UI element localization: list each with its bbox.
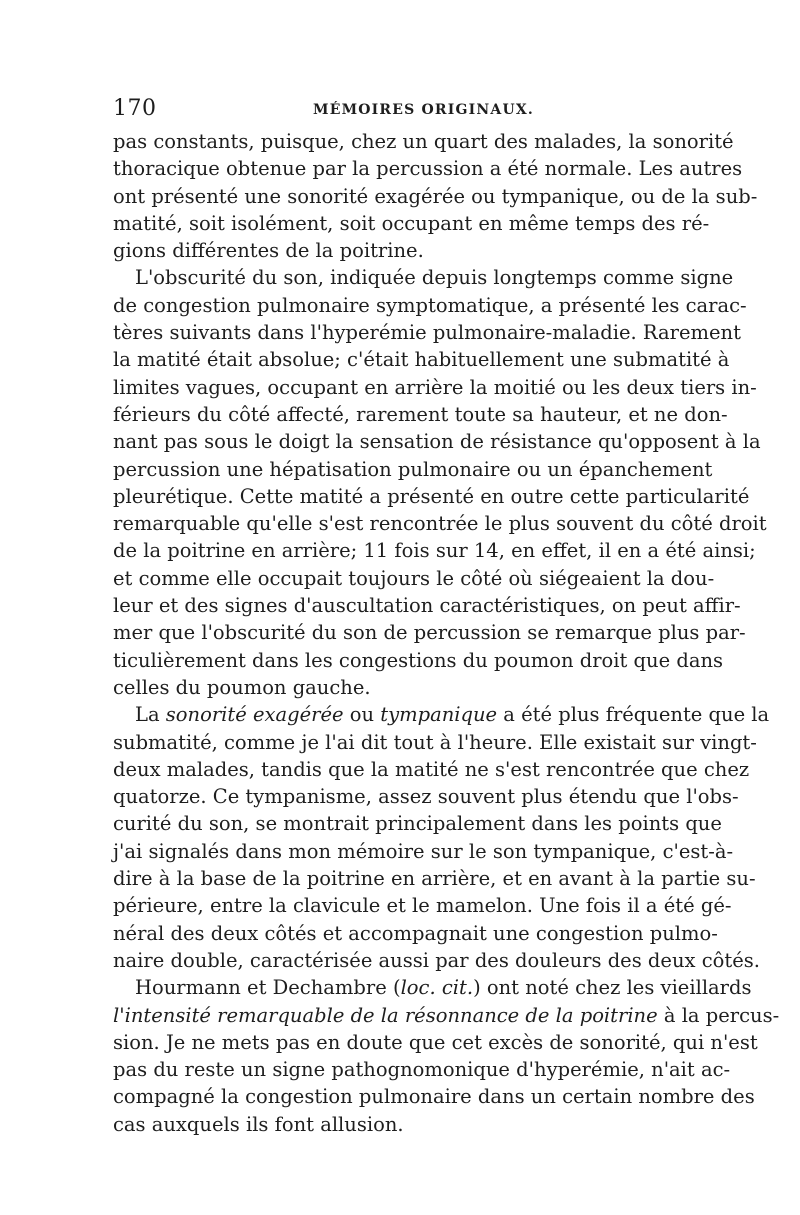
- text-line: limites vagues, occupant en arrière la moitié ou les deux tiers in-: [113, 375, 757, 399]
- text-line: L'obscurité du son, indiquée depuis longtemps comme signe: [135, 266, 734, 290]
- text-line: remarquable qu'elle s'est rencontrée le plus souvent du côté droit: [113, 512, 767, 536]
- page-number: 170: [113, 96, 157, 121]
- text-line: deux malades, tandis que la matité ne s'est rencontrée que chez: [113, 757, 750, 781]
- page-header: [113, 96, 696, 124]
- italic-term: sonorité exagérée: [165, 703, 344, 727]
- text-line: et comme elle occupait toujours le côté où siégeaient la dou-: [113, 566, 715, 590]
- text-line: pleurétique. Cette matité a présenté en outre cette particularité: [113, 484, 750, 508]
- text-line: mer que l'obscurité du son de percussion se remarque plus par-: [113, 621, 746, 645]
- running-head: MÉMOIRES ORIGINAUX.: [313, 102, 534, 118]
- text-line: j'ai signalés dans mon mémoire sur le son tympanique, c'est-à-: [113, 839, 734, 863]
- text-line: férieurs du côté affecté, rarement toute sa hauteur, et ne don-: [113, 402, 728, 426]
- text-line: la matité était absolue; c'était habituellement une submatité à: [113, 348, 730, 372]
- text-line: celles du poumon gauche.: [113, 675, 371, 699]
- text-line: pas du reste un signe pathognomonique d'hyperémie, n'ait ac-: [113, 1058, 731, 1082]
- text-line: périeure, entre la clavicule et le mamelon. Une fois il a été gé-: [113, 894, 732, 918]
- text-line: percussion une hépatisation pulmonaire ou un épanchement: [113, 457, 713, 481]
- text-line: ont présenté une sonorité exagérée ou tympanique, ou de la sub-: [113, 184, 758, 208]
- italic-quote: l'intensité remarquable de la résonnance de la poitrine: [113, 1003, 658, 1027]
- text-line: tères suivants dans l'hyperémie pulmonaire-maladie. Rarement: [113, 321, 741, 345]
- text-segment: ou: [343, 703, 381, 727]
- text-line: nant pas sous le doigt la sensation de résistance qu'opposent à la: [113, 430, 761, 454]
- text-segment: a été plus fréquente que la: [497, 703, 770, 727]
- text-line: gions différentes de la poitrine.: [113, 239, 424, 263]
- text-line: [113, 701, 770, 728]
- text-line: de congestion pulmonaire symptomatique, a présenté les carac-: [113, 293, 747, 317]
- text-line: pas constants, puisque, chez un quart des malades, la sonorité: [113, 130, 734, 153]
- text-line: submatité, comme je l'ai dit tout à l'heure. Elle existait sur vingt-: [113, 730, 757, 754]
- text-line: dire à la base de la poitrine en arrière, et en avant à la partie su-: [113, 867, 756, 891]
- text-line: ticulièrement dans les congestions du poumon droit que dans: [113, 648, 724, 672]
- text-line: curité du son, se montrait principalement dans les points que: [113, 812, 722, 836]
- body-text: [113, 128, 780, 1138]
- text-line: [113, 1002, 780, 1029]
- text-line: de la poitrine en arrière; 11 fois sur 14, en effet, il en a été ainsi;: [113, 539, 756, 563]
- text-line: [113, 974, 752, 1001]
- text-line: sion. Je ne mets pas en doute que cet excès de sonorité, qui n'est: [113, 1030, 758, 1054]
- text-line: néral des deux côtés et accompagnait une congestion pulmo-: [113, 921, 718, 945]
- text-segment: La: [135, 703, 166, 727]
- text-line: naire double, caractérisée aussi par des douleurs des deux côtés.: [113, 948, 760, 972]
- text-line: quatorze. Ce tympanisme, assez souvent plus étendu que l'obs-: [113, 785, 739, 809]
- text-line: matité, soit isolément, soit occupant en même temps des ré-: [113, 211, 710, 235]
- text-segment: ) ont noté chez les vieillards: [473, 976, 752, 1000]
- text-segment: à la percus-: [657, 1003, 780, 1027]
- text-line: leur et des signes d'auscultation caractéristiques, on peut affir-: [113, 594, 741, 618]
- text-line: thoracique obtenue par la percussion a été normale. Les autres: [113, 157, 743, 181]
- italic-term: tympanique: [380, 703, 498, 727]
- italic-citation: loc. cit.: [400, 976, 474, 1000]
- text-line: cas auxquels ils font allusion.: [113, 1112, 404, 1136]
- text-segment: Hourmann et Dechambre (: [135, 976, 401, 1000]
- text-line: compagné la congestion pulmonaire dans un certain nombre des: [113, 1085, 755, 1109]
